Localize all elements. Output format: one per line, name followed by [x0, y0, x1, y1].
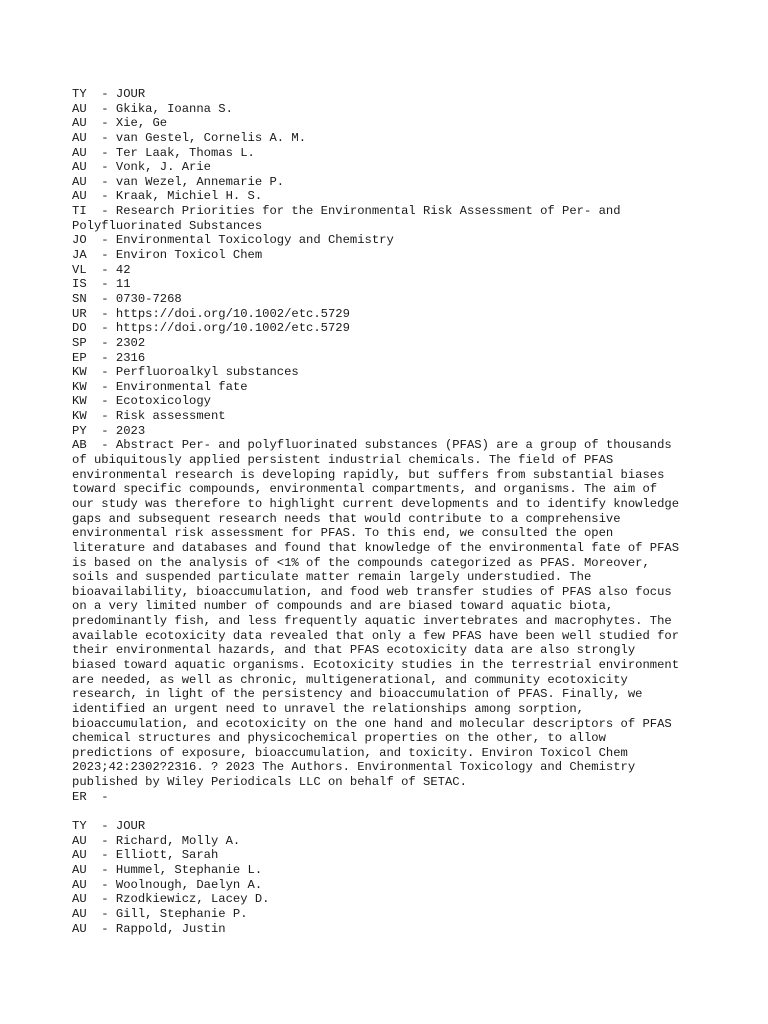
- text-line: AU - van Gestel, Cornelis A. M.: [72, 130, 307, 145]
- text-line: bioaccumulation, and ecotoxicity on the one hand and molecular descriptors of PFAS: [72, 716, 672, 731]
- text-line: VL - 42: [72, 262, 131, 277]
- text-line: AU - Xie, Ge: [72, 116, 168, 131]
- text-line: AU - Gkika, Ioanna S.: [72, 101, 233, 116]
- text-line: published by Wiley Periodicals LLC on behalf of SETAC.: [72, 775, 467, 790]
- text-line: predominantly fish, and less frequently aquatic invertebrates and macrophytes. The: [72, 614, 672, 629]
- text-line: toward specific compounds, environmental compartments, and organisms. The aim of: [72, 482, 658, 497]
- ris-citation-text: [72, 87, 712, 936]
- text-line: ER -: [72, 789, 109, 804]
- text-line: KW - Environmental fate: [72, 379, 248, 394]
- text-line: JO - Environmental Toxicology and Chemistry: [72, 233, 394, 248]
- text-line: AB - Abstract Per- and polyfluorinated substances (PFAS) are a group of thousands: [72, 438, 672, 453]
- text-line: AU - van Wezel, Annemarie P.: [72, 174, 285, 189]
- text-line: PY - 2023: [72, 423, 146, 438]
- text-line: AU - Richard, Molly A.: [72, 833, 241, 848]
- text-line: DO - https://doi.org/10.1002/etc.5729: [72, 321, 350, 336]
- text-line: environmental risk assessment for PFAS. To this end, we consulted the open: [72, 526, 614, 541]
- text-line: AU - Rzodkiewicz, Lacey D.: [72, 892, 270, 907]
- text-line: of ubiquitously applied persistent industrial chemicals. The field of PFAS: [72, 453, 614, 468]
- text-line: our study was therefore to highlight current developments and to identify knowledge: [72, 496, 680, 511]
- text-line: soils and suspended particulate matter remain largely understudied. The: [72, 570, 592, 585]
- text-line: 2023;42:2302?2316. ? 2023 The Authors. Environmental Toxicology and Chemistry: [72, 760, 636, 775]
- text-line: TY - JOUR: [72, 87, 146, 101]
- text-line: Polyfluorinated Substances: [72, 218, 263, 233]
- text-line: are needed, as well as chronic, multigenerational, and community ecotoxicity: [72, 672, 628, 687]
- text-line: KW - Risk assessment: [72, 409, 226, 424]
- text-line: TY - JOUR: [72, 819, 146, 834]
- text-line: KW - Ecotoxicology: [72, 394, 211, 409]
- text-line: AU - Ter Laak, Thomas L.: [72, 145, 255, 160]
- text-line: EP - 2316: [72, 350, 146, 365]
- text-line: AU - Woolnough, Daelyn A.: [72, 877, 263, 892]
- text-line: literature and databases and found that knowledge of the environmental fate of PFAS: [72, 540, 680, 555]
- text-line: SP - 2302: [72, 335, 146, 350]
- text-line: environmental research is developing rapidly, but suffers from substantial biases: [72, 467, 665, 482]
- text-line: AU - Elliott, Sarah: [72, 848, 219, 863]
- text-line: AU - Rappold, Justin: [72, 921, 226, 936]
- text-line: AU - Hummel, Stephanie L.: [72, 862, 263, 877]
- text-line: biased toward aquatic organisms. Ecotoxicity studies in the terrestrial environment: [72, 657, 680, 672]
- text-line: AU - Gill, Stephanie P.: [72, 906, 248, 921]
- text-line: IS - 11: [72, 277, 131, 292]
- text-line: bioavailability, bioaccumulation, and food web transfer studies of PFAS also focus: [72, 584, 672, 599]
- text-line: [72, 804, 712, 819]
- text-line: JA - Environ Toxicol Chem: [72, 248, 263, 263]
- text-line: UR - https://doi.org/10.1002/etc.5729: [72, 306, 350, 321]
- text-line: TI - Research Priorities for the Environmental Risk Assessment of Per- and: [72, 204, 621, 219]
- text-line: SN - 0730-7268: [72, 291, 182, 306]
- text-line: KW - Perfluoroalkyl substances: [72, 365, 299, 380]
- text-line: is based on the analysis of <1% of the compounds categorized as PFAS. Moreover,: [72, 555, 650, 570]
- text-line: research, in light of the persistency and bioaccumulation of PFAS. Finally, we: [72, 687, 643, 702]
- text-line: available ecotoxicity data revealed that only a few PFAS have been well studied for: [72, 628, 680, 643]
- text-line: AU - Vonk, J. Arie: [72, 160, 211, 175]
- text-line: chemical structures and physicochemical properties on the other, to allow: [72, 731, 606, 746]
- text-line: AU - Kraak, Michiel H. S.: [72, 189, 263, 204]
- text-line: on a very limited number of compounds and are biased toward aquatic biota,: [72, 599, 614, 614]
- text-line: predictions of exposure, bioaccumulation, and toxicity. Environ Toxicol Chem: [72, 745, 628, 760]
- text-line: identified an urgent need to unravel the relationships among sorption,: [72, 701, 584, 716]
- text-line: their environmental hazards, and that PFAS ecotoxicity data are also strongly: [72, 643, 636, 658]
- text-line: gaps and subsequent research needs that would contribute to a comprehensive: [72, 511, 621, 526]
